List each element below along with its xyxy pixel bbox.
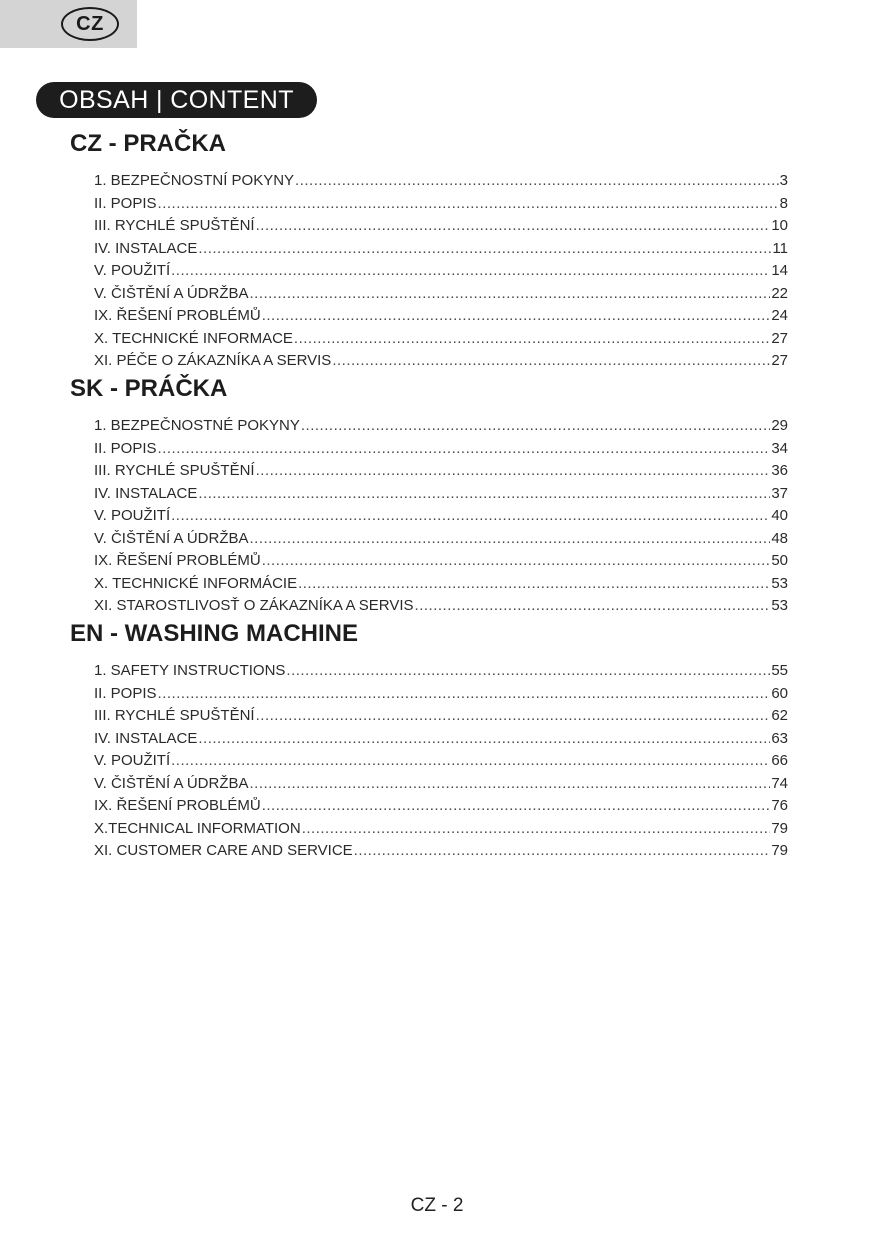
toc-entry-page-number: 53 xyxy=(771,597,788,614)
toc-entry[interactable] xyxy=(94,552,788,575)
toc-entry-label: IV. INSTALACE xyxy=(94,484,198,502)
toc-entry-label: V. ČIŠTĚNÍ A ÚDRŽBA xyxy=(94,284,249,302)
toc-entry-label: III. RYCHLÉ SPUŠTĚNÍ xyxy=(94,707,255,724)
toc-entry[interactable] xyxy=(94,820,788,843)
toc-entry[interactable] xyxy=(94,730,788,753)
toc-entry-page-number: 3 xyxy=(779,172,788,189)
dot-leader xyxy=(415,597,771,614)
toc-entry[interactable] xyxy=(94,462,788,485)
toc-entry[interactable] xyxy=(94,530,788,553)
toc-entry[interactable] xyxy=(94,485,788,508)
toc-entry-page-number: 66 xyxy=(771,752,788,769)
dot-leader xyxy=(250,530,771,547)
toc-entry[interactable] xyxy=(94,307,788,330)
dot-leader xyxy=(171,507,770,524)
section-title: EN - WASHING MACHINE xyxy=(70,620,358,647)
toc-entry[interactable] xyxy=(94,330,788,353)
dot-leader xyxy=(250,285,771,302)
toc-entry-page-number: 11 xyxy=(772,239,788,257)
toc-entry-label: II. POPIS xyxy=(94,684,157,702)
toc-entry-page-number: 55 xyxy=(771,662,788,679)
dot-leader xyxy=(198,730,770,747)
toc-entry[interactable] xyxy=(94,285,788,308)
dot-leader xyxy=(262,307,771,324)
toc-entry-list xyxy=(94,662,788,865)
toc-entry-label: IX. ŘEŠENÍ PROBLÉMŮ xyxy=(94,307,261,324)
toc-entry-label: IX. ŘEŠENÍ PROBLÉMŮ xyxy=(94,552,261,569)
toc-entry[interactable] xyxy=(94,217,788,240)
toc-entry[interactable] xyxy=(94,352,788,375)
toc-entry-page-number: 14 xyxy=(771,262,788,279)
toc-entry-page-number: 10 xyxy=(771,217,788,234)
toc-entry-label: X.TECHNICAL INFORMATION xyxy=(94,819,301,837)
toc-entry-label: X. TECHNICKÉ INFORMÁCIE xyxy=(94,574,298,592)
toc-entry[interactable] xyxy=(94,575,788,598)
dot-leader xyxy=(295,172,779,189)
dot-leader xyxy=(298,575,770,592)
toc-entry-page-number: 79 xyxy=(771,819,788,837)
dot-leader xyxy=(250,775,771,792)
toc-entry-page-number: 34 xyxy=(771,439,788,457)
dot-leader xyxy=(171,262,770,279)
toc-entry-page-number: 60 xyxy=(771,684,788,702)
toc-entry-page-number: 22 xyxy=(771,284,788,302)
toc-entry[interactable] xyxy=(94,775,788,798)
toc-entry-label: V. ČIŠTĚNÍ A ÚDRŽBA xyxy=(94,774,249,792)
toc-entry-label: V. ČIŠTĚNÍ A ÚDRŽBA xyxy=(94,529,249,547)
toc-entry-label: IV. INSTALACE xyxy=(94,729,198,747)
section-title: CZ - PRAČKA xyxy=(70,130,226,157)
dot-leader xyxy=(332,352,770,369)
toc-entry-label: IX. ŘEŠENÍ PROBLÉMŮ xyxy=(94,797,261,814)
page-number: CZ - 2 xyxy=(410,1195,464,1216)
toc-entry[interactable] xyxy=(94,752,788,775)
toc-entry[interactable] xyxy=(94,195,788,218)
toc-entry-page-number: 27 xyxy=(771,352,788,369)
toc-entry-page-number: 36 xyxy=(771,462,788,479)
dot-leader xyxy=(262,797,771,814)
toc-entry-page-number: 63 xyxy=(771,729,788,747)
toc-entry[interactable] xyxy=(94,262,788,285)
toc-entry[interactable] xyxy=(94,797,788,820)
toc-entry-page-number: 79 xyxy=(771,842,788,859)
toc-entry-page-number: 74 xyxy=(771,774,788,792)
toc-entry-page-number: 62 xyxy=(771,707,788,724)
dot-leader xyxy=(256,707,771,724)
toc-entry-page-number: 48 xyxy=(771,529,788,547)
toc-entry-page-number: 27 xyxy=(771,329,788,347)
toc-entry-label: XI. STAROSTLIVOSŤ O ZÁKAZNÍKA A SERVIS xyxy=(94,597,414,614)
dot-leader xyxy=(354,842,771,859)
toc-entry-label: XI. PÉČE O ZÁKAZNÍKA A SERVIS xyxy=(94,352,332,369)
dot-leader xyxy=(198,485,770,502)
dot-leader xyxy=(256,217,771,234)
toc-entry-page-number: 50 xyxy=(771,552,788,569)
toc-entry-label: 1. BEZPEČNOSTNÉ POKYNY xyxy=(94,417,300,434)
toc-entry-label: V. POUŽITÍ xyxy=(94,507,171,524)
dot-leader xyxy=(198,240,771,257)
toc-entry[interactable] xyxy=(94,662,788,685)
toc-entry-label: IV. INSTALACE xyxy=(94,239,198,257)
dot-leader xyxy=(158,440,771,457)
toc-entry-page-number: 40 xyxy=(771,507,788,524)
dot-leader xyxy=(256,462,771,479)
toc-entry[interactable] xyxy=(94,597,788,620)
toc-entry-label: III. RYCHLÉ SPUŠTĚNÍ xyxy=(94,462,255,479)
toc-entry-page-number: 76 xyxy=(771,797,788,814)
toc-entry-label: X. TECHNICKÉ INFORMACE xyxy=(94,329,293,347)
toc-entry-label: V. POUŽITÍ xyxy=(94,752,171,769)
toc-entry-list xyxy=(94,417,788,620)
dot-leader xyxy=(262,552,771,569)
language-tab xyxy=(0,0,137,48)
dot-leader xyxy=(301,417,770,434)
toc-entry-label: 1. BEZPEČNOSTNÍ POKYNY xyxy=(94,172,295,189)
language-badge: CZ xyxy=(61,7,119,41)
toc-entry-page-number: 53 xyxy=(771,574,788,592)
dot-leader xyxy=(286,662,770,679)
toc-entry-label: II. POPIS xyxy=(94,439,157,457)
toc-entry-label: V. POUŽITÍ xyxy=(94,262,171,279)
page-title-banner: OBSAH | CONTENT xyxy=(36,82,317,118)
toc-entry[interactable] xyxy=(94,240,788,263)
toc-entry-page-number: 8 xyxy=(779,194,788,212)
toc-entry[interactable] xyxy=(94,707,788,730)
toc-entry[interactable] xyxy=(94,842,788,865)
dot-leader xyxy=(294,330,770,347)
toc-entry[interactable] xyxy=(94,417,788,440)
toc-entry-label: II. POPIS xyxy=(94,194,157,212)
section-title: SK - PRÁČKA xyxy=(70,375,228,402)
dot-leader xyxy=(302,820,771,837)
toc-entry[interactable] xyxy=(94,507,788,530)
toc-entry[interactable] xyxy=(94,172,788,195)
toc-entry-page-number: 37 xyxy=(771,484,788,502)
toc-entry-label: 1. SAFETY INSTRUCTIONS xyxy=(94,662,286,679)
toc-entry-page-number: 29 xyxy=(771,417,788,434)
dot-leader xyxy=(158,195,779,212)
dot-leader xyxy=(171,752,770,769)
toc-entry-label: XI. CUSTOMER CARE AND SERVICE xyxy=(94,842,353,859)
toc-entry-page-number: 24 xyxy=(771,307,788,324)
dot-leader xyxy=(158,685,771,702)
toc-entry-list xyxy=(94,172,788,375)
toc-entry-label: III. RYCHLÉ SPUŠTĚNÍ xyxy=(94,217,255,234)
toc-entry[interactable] xyxy=(94,685,788,708)
toc-entry[interactable] xyxy=(94,440,788,463)
